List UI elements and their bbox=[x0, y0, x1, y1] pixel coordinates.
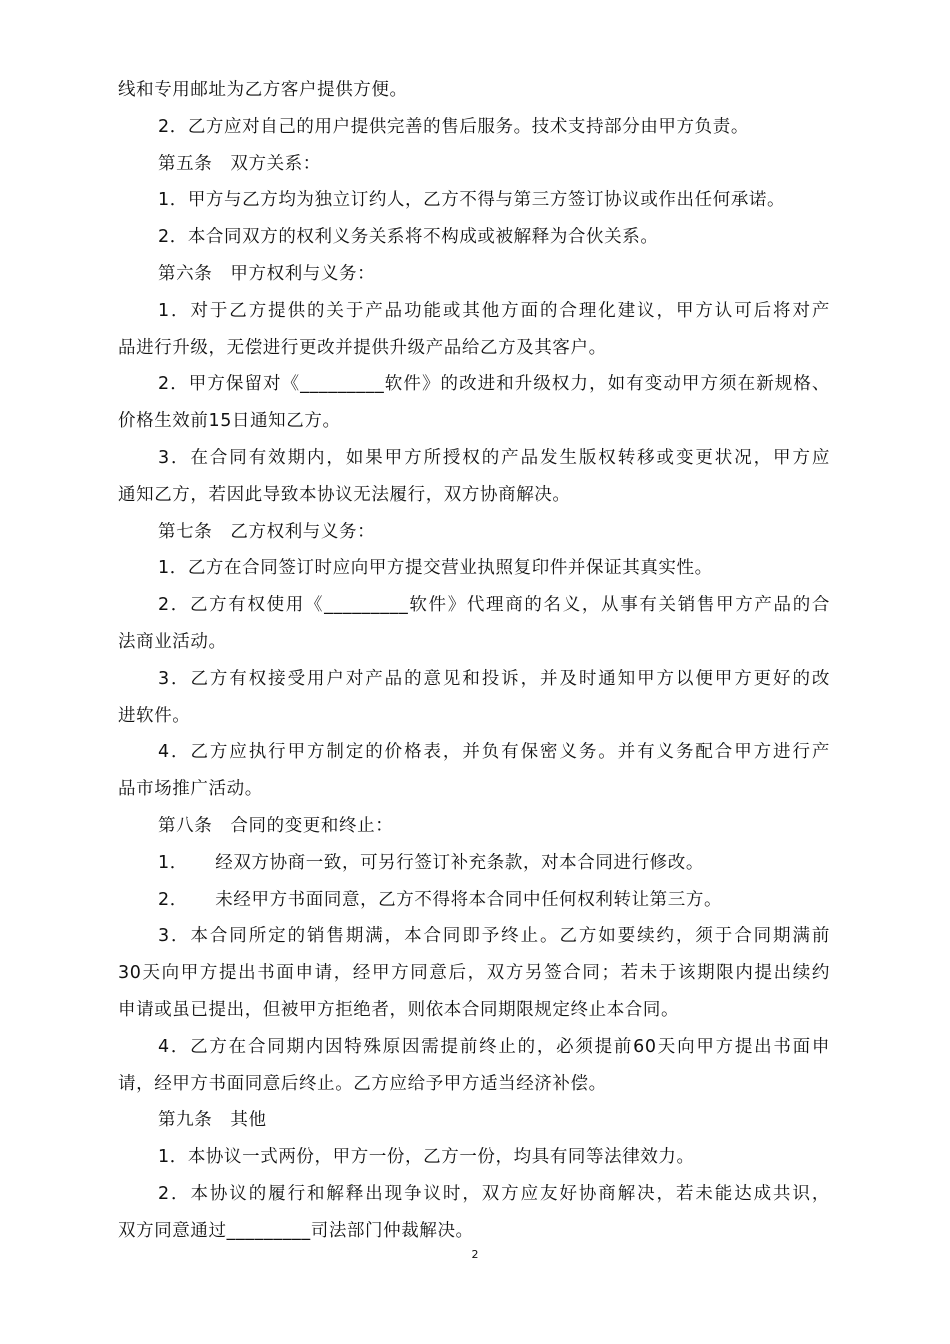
text-line: 品市场推广活动。 bbox=[118, 779, 263, 800]
text-line: 法商业活动。 bbox=[118, 631, 227, 652]
text-line: 双方同意通过_________司法部门仲裁解决。 bbox=[118, 1220, 474, 1241]
text-line: 线和专用邮址为乙方客户提供方便。 bbox=[118, 80, 408, 100]
text-line: 1．乙方在合同签订时应向甲方提交营业执照复印件并保证其真实性。 bbox=[158, 558, 713, 579]
text-line: 价格生效前15日通知乙方。 bbox=[118, 411, 341, 432]
page-number: 2 bbox=[471, 1248, 479, 1261]
text-line: 3．本合同所定的销售期满，本合同即予终止。乙方如要续约，须于合同期满前 bbox=[158, 926, 830, 947]
text-line: 4．乙方在合同期内因特殊原因需提前终止的，必须提前60天向甲方提出书面申 bbox=[158, 1036, 830, 1057]
text-line: 3．乙方有权接受用户对产品的意见和投诉，并及时通知甲方以便甲方更好的改 bbox=[158, 668, 830, 689]
text-line: 30天向甲方提出书面申请，经甲方同意后，双方另签合同；若未于该期限内提出续约 bbox=[118, 963, 830, 984]
text-line: 申请或虽已提出，但被甲方拒绝者，则依本合同期限规定终止本合同。 bbox=[118, 999, 680, 1020]
text-line: 3．在合同有效期内，如果甲方所授权的产品发生版权转移或变更状况，甲方应 bbox=[158, 447, 830, 468]
text-line: 1．本协议一式两份，甲方一份，乙方一份，均具有同等法律效力。 bbox=[158, 1147, 695, 1168]
text-line: 品进行升级，无偿进行更改并提供升级产品给乙方及其客户。 bbox=[118, 337, 607, 358]
text-line: 2．乙方应对自己的用户提供完善的售后服务。技术支持部分由甲方负责。 bbox=[158, 116, 749, 137]
section-heading: 第九条 其他 bbox=[158, 1110, 267, 1131]
text-line: 2．本协议的履行和解释出现争议时，双方应友好协商解决，若未能达成共识， bbox=[158, 1183, 830, 1204]
text-line: 1．对于乙方提供的关于产品功能或其他方面的合理化建议，甲方认可后将对产 bbox=[158, 300, 830, 321]
section-heading: 第七条 乙方权利与义务： bbox=[158, 521, 376, 542]
text-line: 请，经甲方书面同意后终止。乙方应给予甲方适当经济补偿。 bbox=[118, 1073, 607, 1094]
document-body bbox=[118, 72, 830, 1250]
section-heading: 第六条 甲方权利与义务： bbox=[158, 263, 376, 284]
text-line: 1．甲方与乙方均为独立订约人，乙方不得与第三方签订协议或作出任何承诺。 bbox=[158, 190, 786, 211]
section-heading: 第五条 双方关系： bbox=[158, 153, 321, 174]
text-line: 2．甲方保留对《_________软件》的改进和升级权力，如有变动甲方须在新规格、 bbox=[158, 374, 830, 395]
text-line: 通知乙方，若因此导致本协议无法履行，双方协商解决。 bbox=[118, 484, 571, 505]
text-line: 进软件。 bbox=[118, 705, 191, 726]
text-line: 1． 经双方协商一致，可另行签订补充条款，对本合同进行修改。 bbox=[158, 852, 704, 873]
text-line: 2． 未经甲方书面同意，乙方不得将本合同中任何权利转让第三方。 bbox=[158, 889, 723, 910]
text-line: 2．本合同双方的权利义务关系将不构成或被解释为合伙关系。 bbox=[158, 227, 659, 248]
text-line: 4．乙方应执行甲方制定的价格表，并负有保密义务。并有义务配合甲方进行产 bbox=[158, 742, 830, 763]
section-heading: 第八条 合同的变更和终止： bbox=[158, 815, 394, 836]
text-line: 2．乙方有权使用《_________软件》代理商的名义，从事有关销售甲方产品的合 bbox=[158, 595, 830, 616]
